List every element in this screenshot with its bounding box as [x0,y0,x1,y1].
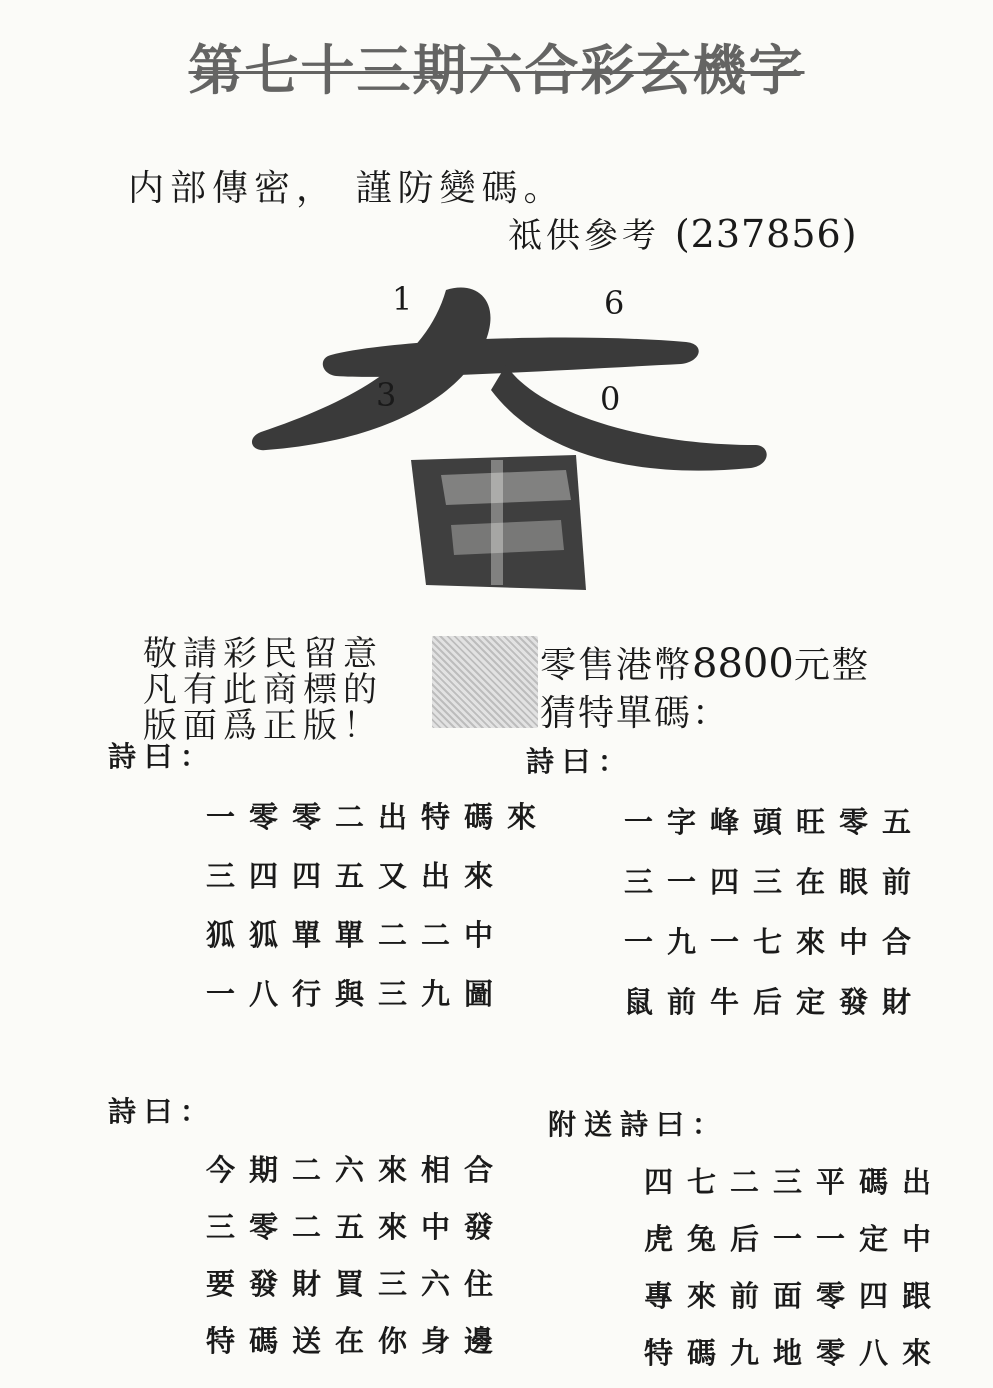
reference-label: 祗供參考 [508,216,660,256]
poem-line: 鼠前牛后定發財 [624,985,926,1019]
poem-4 [644,1160,945,1388]
poem-line: 三一四三在眼前 [624,865,926,899]
reference-line [508,208,858,257]
poem-line: 專來前面零四跟 [644,1279,946,1313]
genuine-notice-line: 敬請彩民留意 [143,634,383,674]
big-character-drawing [236,270,776,600]
poem-line: 今期二六來相合 [206,1153,508,1187]
page-title: 第七十三期六合彩玄機字 [188,39,805,102]
poem-line: 一零零二出特碼來 [206,800,551,834]
poem-line: 一八行與三九圖 [206,977,508,1011]
guess-label: 猜特單碼： [540,693,731,734]
poem-3-heading: 詩曰： [108,1095,217,1128]
price-line [540,640,870,690]
poem-2 [624,800,925,1040]
reference-code: (237856) [674,212,858,256]
poem-line: 四七二三平碼出 [644,1165,946,1199]
poem-1-heading: 詩曰： [108,740,217,773]
price-block [540,640,870,738]
poem-1 [206,795,550,1031]
poem-line: 特碼送在你身邊 [206,1324,508,1358]
price-amount: 8800 [692,641,794,687]
poem-line: 三四四五又出來 [206,859,508,893]
poem-line: 狐狐單單二二中 [206,918,508,952]
genuine-notice-line: 凡有此商標的 [143,670,383,710]
poem-4-heading: 附送詩曰： [548,1108,729,1141]
poem-3 [206,1148,507,1376]
big-character-figure [236,270,776,600]
poem-line: 虎兔后一一定中 [644,1222,946,1256]
corner-number-top-right: 6 [604,284,625,322]
price-prefix: 零售港幣 [540,645,693,686]
poem-line: 一九一七來中合 [624,925,926,959]
corner-number-bottom-right: 0 [600,380,621,418]
poem-line: 要發財買三六住 [206,1267,508,1301]
corner-number-bottom-left: 3 [376,376,397,414]
genuine-notice [143,636,383,744]
genuine-notice-line: 版面爲正版！ [143,706,383,746]
secret-notice: 内部傳密， 謹防變碼。 [128,168,566,209]
poem-line: 特碼九地零八來 [644,1336,946,1370]
poem-line: 三零二五來中發 [206,1210,508,1244]
poem-line: 一字峰頭旺零五 [624,805,926,839]
corner-number-top-left: 1 [392,280,413,318]
price-suffix: 元整 [793,645,870,686]
trademark-stamp-icon [432,636,538,728]
poem-2-heading: 詩曰： [526,745,635,778]
